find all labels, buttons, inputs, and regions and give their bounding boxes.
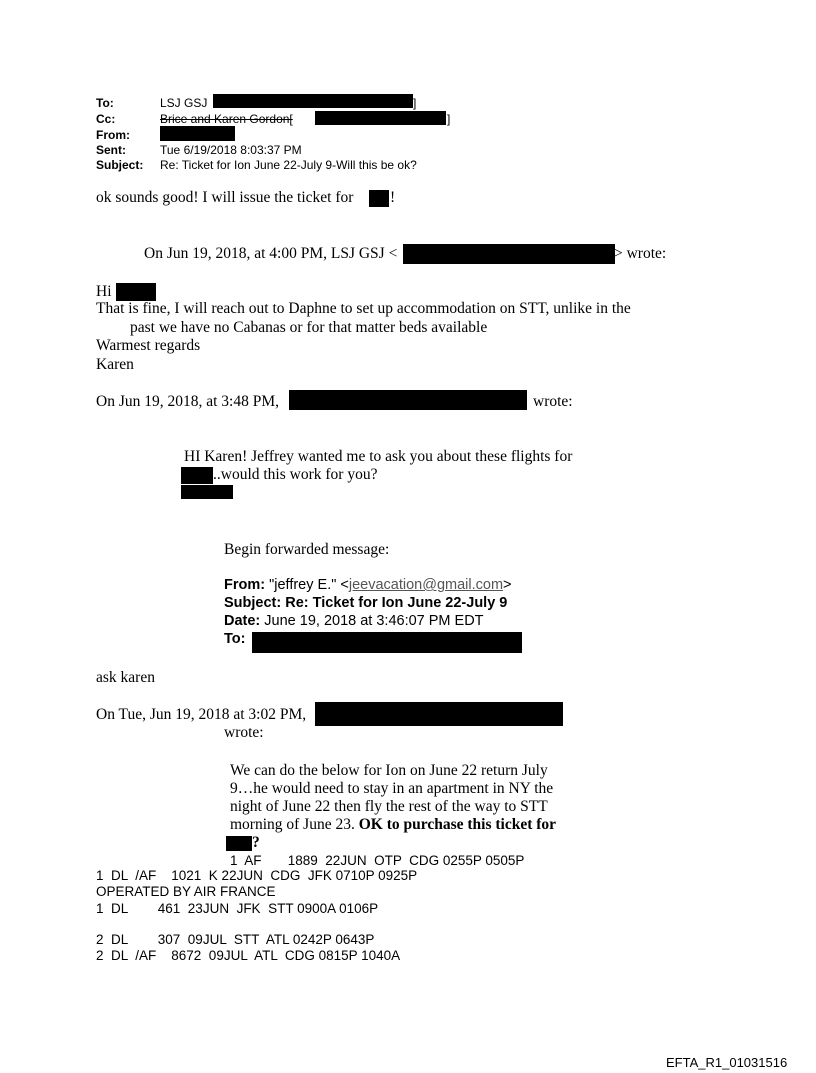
redaction-block (315, 702, 563, 726)
quote-header-1-end: > wrote: (614, 245, 667, 262)
fwd-subject-label: Subject: (224, 595, 282, 611)
ask-karen: ask karen (96, 669, 155, 686)
itinerary-line: OPERATED BY AIR FRANCE (96, 884, 276, 899)
cc-value: Brice and Karen Gordon[ (160, 112, 293, 126)
redaction-block (160, 126, 235, 141)
sent-value: Tue 6/19/2018 8:03:37 PM (160, 143, 302, 157)
fwd-from-row (224, 577, 512, 593)
itinerary-line: 2 DL /AF 8672 09JUL ATL CDG 0815P 1040A (96, 948, 401, 963)
itinerary-note-line: We can do the below for Ion on June 22 return July (230, 762, 548, 779)
itinerary-line: 2 DL 307 09JUL STT ATL 0242P 0643P (96, 932, 375, 947)
sent-label: Sent: (96, 143, 126, 157)
cc-label: Cc: (96, 112, 116, 126)
fwd-date-row (224, 613, 484, 629)
itinerary-line: 1 DL 461 23JUN JFK STT 0900A 0106P (96, 901, 379, 916)
redaction-block (226, 836, 252, 851)
to-close: ] (413, 96, 417, 110)
itinerary-note-text: morning of June 23. (230, 816, 359, 833)
paragraph-line: That is fine, I will reach out to Daphne to set up accommodation on STT, unlike in the (96, 300, 631, 317)
fwd-subject-row (224, 595, 507, 611)
itinerary-note-line (230, 816, 556, 834)
subject-label: Subject: (96, 158, 144, 172)
purchase-question: OK to purchase this ticket for (358, 816, 557, 833)
fwd-date-value: June 19, 2018 at 3:46:07 PM EDT (260, 613, 484, 629)
fwd-date-label: Date: (224, 613, 261, 629)
paragraph-line: past we have no Cabanas or for that matter beds available (130, 319, 488, 336)
subject-value: Re: Ticket for Ion June 22-July 9-Will this be ok? (160, 158, 417, 172)
message-line: ..would this work for you? (213, 466, 378, 483)
forwarded-banner: Begin forwarded message: (224, 541, 390, 558)
itinerary-line: 1 AF 1889 22JUN OTP CDG 0255P 0505P (230, 853, 525, 868)
itinerary-note-line: night of June 22 then fly the rest of the way to STT (230, 798, 548, 815)
redaction-block (252, 632, 522, 653)
fwd-from-name: "jeffrey E." < (265, 577, 349, 593)
to-label: To: (96, 96, 114, 110)
redaction-block (213, 94, 413, 108)
redaction-block (181, 467, 213, 484)
message-line: HI Karen! Jeffrey wanted me to ask you about these flights for (184, 448, 573, 465)
greeting-hi: Hi (96, 283, 112, 300)
fwd-from-email-link[interactable]: jeevacation@gmail.com (348, 577, 504, 593)
reply-line (96, 189, 353, 207)
quote-header-2: On Jun 19, 2018, at 3:48 PM, (96, 393, 279, 410)
fwd-subject-value: Re: Ticket for Ion June 22-July 9 (281, 595, 508, 611)
purchase-question-mark: ? (252, 834, 260, 851)
fwd-to-row (224, 631, 245, 647)
redaction-block (289, 390, 527, 410)
cc-close: ] (447, 112, 451, 126)
from-label: From: (96, 128, 130, 142)
document-id: EFTA_R1_01031516 (666, 1055, 788, 1070)
signoff: Warmest regards (96, 337, 201, 354)
fwd-to-label: To: (224, 631, 246, 647)
redaction-block (403, 244, 615, 264)
fwd-from-label: From: (224, 577, 266, 593)
redaction-block (369, 190, 389, 207)
redaction-block (315, 111, 446, 125)
quote-header-3: On Tue, Jun 19, 2018 at 3:02 PM, (96, 706, 307, 723)
reply-exclaim: ! (390, 189, 396, 206)
redaction-block (116, 283, 156, 301)
quote-header-2-end: wrote: (533, 393, 573, 410)
itinerary-line: 1 DL /AF 1021 K 22JUN CDG JFK 0710P 0925P (96, 868, 418, 883)
quote-header-1: On Jun 19, 2018, at 4:00 PM, LSJ GSJ < (144, 245, 398, 262)
redaction-block (181, 485, 233, 499)
signature-name: Karen (96, 356, 134, 373)
itinerary-note-line: 9…he would need to stay in an apartment in NY the (230, 780, 554, 797)
to-value: LSJ GSJ (160, 96, 208, 110)
fwd-from-close: > (503, 577, 512, 593)
quote-header-3-wrote: wrote: (224, 724, 264, 741)
reply-text: ok sounds good! I will issue the ticket for (96, 189, 354, 206)
